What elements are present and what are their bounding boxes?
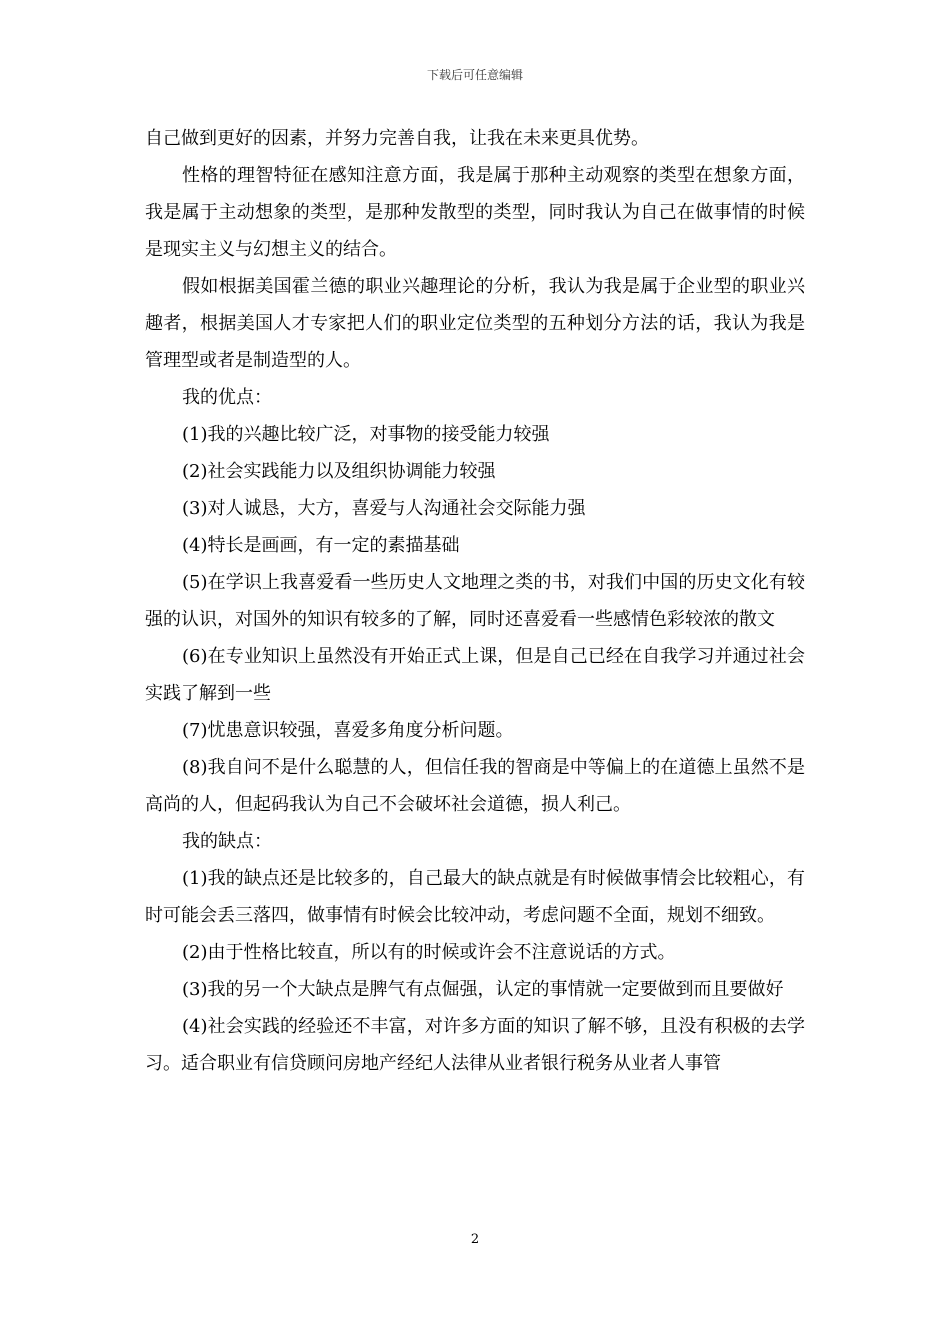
page-number: 2: [470, 1232, 480, 1247]
list-item: (5)在学识上我喜爱看一些历史人文地理之类的书，对我们中国的历史文化有较强的认识，对国外的知识有较多的了解，同时还喜爱看一些感情色彩较浓的散文: [145, 572, 805, 630]
list-item: (1)我的兴趣比较广泛，对事物的接受能力较强: [182, 424, 550, 445]
list-item: (8)我自问不是什么聪慧的人，但信任我的智商是中等偏上的在道德上虽然不是高尚的人，但起码我认为自己不会破坏社会道德，损人利己。: [145, 757, 805, 815]
list-item: (3)我的另一个大缺点是脾气有点倔强，认定的事情就一定要做到而且要做好: [182, 979, 784, 1000]
paragraph: 性格的理智特征在感知注意方面，我是属于那种主动观察的类型在想象方面，我是属于主动想象的类型，是那种发散型的类型，同时我认为自己在做事情的时候是现实主义与幻想主义的结合。: [145, 165, 805, 260]
section-heading-weaknesses: 我的缺点：: [182, 831, 272, 852]
list-item: (2)由于性格比较直，所以有的时候或许会不注意说话的方式。: [182, 942, 676, 963]
list-item: (7)忧患意识较强，喜爱多角度分析问题。: [182, 720, 514, 741]
section-heading-strengths: 我的优点：: [182, 387, 272, 408]
list-item: (2)社会实践能力以及组织协调能力较强: [182, 461, 496, 482]
list-item: (6)在专业知识上虽然没有开始正式上课，但是自己已经在自我学习并通过社会实践了解到一些: [145, 646, 805, 704]
paragraph: 假如根据美国霍兰德的职业兴趣理论的分析，我认为我是属于企业型的职业兴趣者，根据美国人才专家把人们的职业定位类型的五种划分方法的话，我认为我是管理型或者是制造型的人。: [145, 276, 805, 371]
list-item: (1)我的缺点还是比较多的，自己最大的缺点就是有时候做事情会比较粗心，有时可能会丢三落四，做事情有时候会比较冲动，考虑问题不全面，规划不细致。: [145, 868, 805, 926]
list-item: (4)特长是画画，有一定的素描基础: [182, 535, 460, 556]
list-item: (4)社会实践的经验还不丰富，对许多方面的知识了解不够，且没有积极的去学习。适合职业有信贷顾问房地产经纪人法律从业者银行税务从业者人事管: [145, 1016, 805, 1074]
page-header: 下载后可任意编辑: [426, 68, 523, 82]
body-text: [145, 120, 805, 1082]
paragraph: 自己做到更好的因素，并努力完善自我，让我在未来更具优势。: [145, 128, 649, 149]
list-item: (3)对人诚恳，大方，喜爱与人沟通社会交际能力强: [182, 498, 586, 519]
